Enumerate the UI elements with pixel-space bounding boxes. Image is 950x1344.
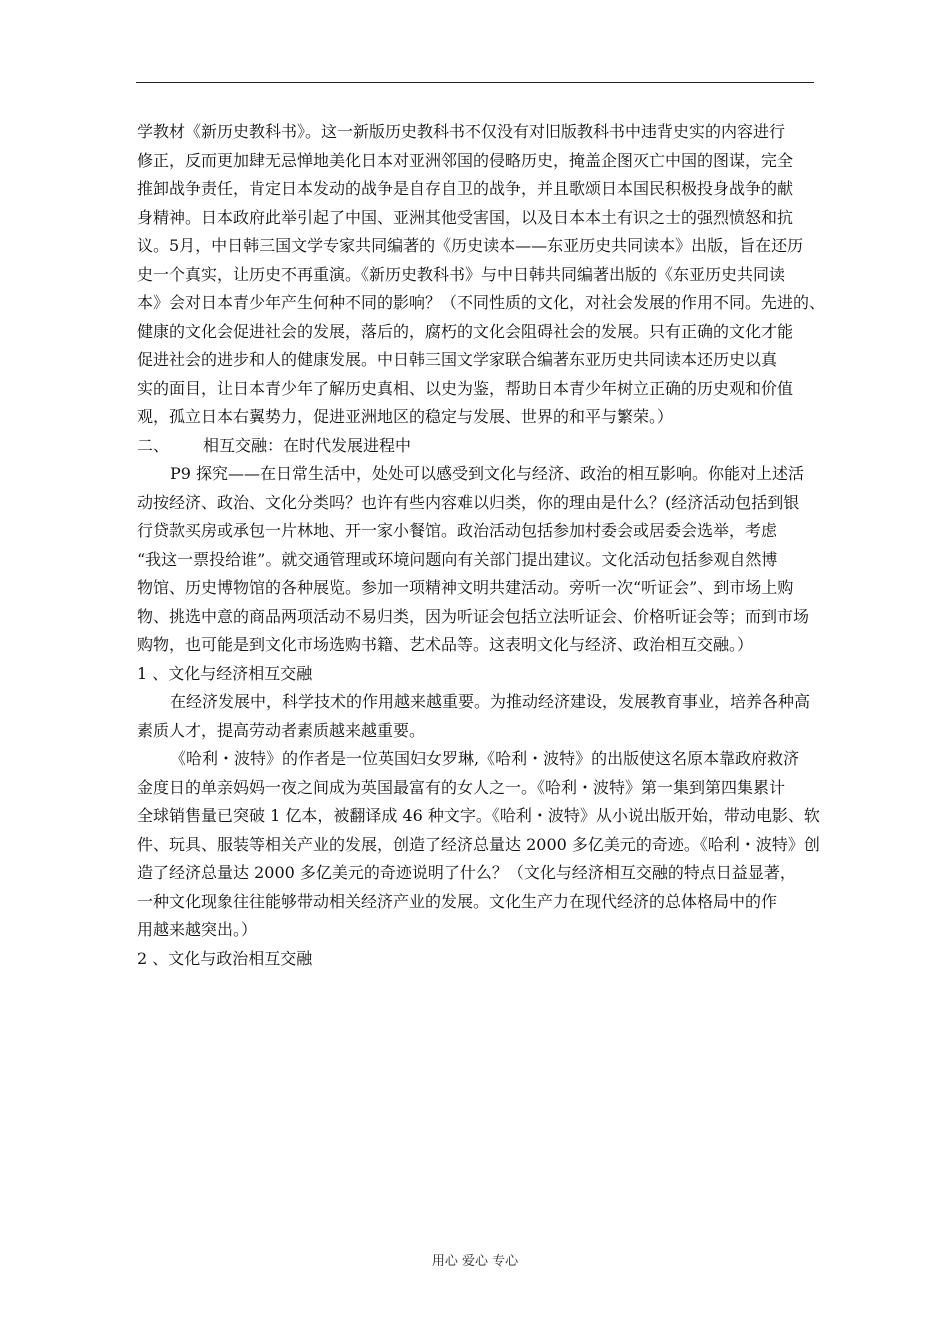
text-line: 物馆、历史博物馆的各种展览。参加一项精神文明共建活动。旁听一次“听证会”、到市场上购 bbox=[137, 578, 794, 597]
section-number: 二、 bbox=[137, 435, 170, 455]
text-line: 议。5月，中日韩三国文学专家共同编著的《历史读本——东亚历史共同读本》出版，旨在还历 bbox=[137, 236, 804, 255]
text-line: 素质人才，提高劳动者素质越来越重要。 bbox=[137, 720, 426, 740]
text-line: 推卸战争责任，肯定日本发动的战争是自存自卫的战争，并且歌颂日本国民积极投身战争的献 bbox=[137, 179, 794, 198]
text-line: 件、玩具、服装等相关产业的发展，创造了经济总量达 2000 多亿美元的奇迹。《哈利・波特》创 bbox=[137, 834, 820, 854]
text-line: 观，孤立日本右翼势力，促进亚洲地区的稳定与发展、世界的和平与繁荣。） bbox=[137, 407, 674, 426]
text-line: 修正，反而更加肆无忌惮地美化日本对亚洲邻国的侵略历史，掩盖企图灭亡中国的图谋，完全 bbox=[137, 150, 794, 170]
text-line: 《哈利・波特》的作者是一位英国妇女罗琳,《哈利・波特》的出版使这名原本靠政府救济 bbox=[170, 749, 800, 768]
text-line: 金度日的单亲妈妈一夜之间成为英国最富有的女人之一。《哈利・波特》第一集到第四集累计 bbox=[137, 777, 786, 797]
text-line: 实的面目，让日本青少年了解历史真相、以史为鉴，帮助日本青少年树立正确的历史观和价值 bbox=[137, 378, 794, 398]
subheading-culture-economy: 1 、文化与经济相互交融 bbox=[137, 663, 313, 683]
document-body bbox=[137, 118, 826, 973]
text-line: 史一个真实，让历史不再重演。《新历史教科书》与中日韩共同编著出版的《东亚历史共同读 bbox=[137, 264, 786, 284]
text-line: 用越来越突出。） bbox=[137, 920, 258, 939]
section-title: 相互交融：在时代发展进程中 bbox=[203, 435, 412, 455]
text-line: 动按经济、政治、文化分类吗？也许有些内容难以归类，你的理由是什么？(经济活动包括到银 bbox=[137, 492, 800, 512]
text-line: 在经济发展中，科学技术的作用越来越重要。为推动经济建设，发展教育事业，培养各种高 bbox=[170, 692, 811, 711]
text-line: 全球销售量已突破 1 亿本，被翻译成 46 种文字。《哈利・波特》从小说出版开始，带动电影、软 bbox=[137, 806, 820, 825]
text-line: “我这一票投给谁”。就交通管理或环境问题向有关部门提出建议。文化活动包括参观自然博 bbox=[137, 549, 778, 569]
text-line: 造了经济总量达 2000 多亿美元的奇迹说明了什么？（文化与经济相互交融的特点日益显著， bbox=[137, 863, 796, 882]
text-line: 物、挑选中意的商品两项活动不易归类，因为听证会包括立法听证会、价格听证会等；而到市场 bbox=[137, 606, 810, 626]
subheading-culture-politics: 2 、文化与政治相互交融 bbox=[137, 948, 313, 968]
paragraph-economy bbox=[137, 688, 817, 745]
paragraph-textbook bbox=[137, 118, 826, 432]
text-line: 健康的文化会促进社会的发展，落后的，腐朽的文化会阻碍社会的发展。只有正确的文化才能 bbox=[137, 321, 794, 341]
text-line: 本》会对日本青少年产生何种不同的影响？（不同性质的文化，对社会发展的作用不同。先进的、 bbox=[137, 293, 826, 312]
text-line: 促进社会的进步和人的健康发展。中日韩三国文学家联合编著东亚历史共同读本还历史以真 bbox=[137, 350, 778, 369]
text-line: 行贷款买房或承包一片林地、开一家小餐馆。政治活动包括参加村委会或居委会选举，考虑 bbox=[137, 521, 778, 540]
header-rule bbox=[136, 82, 814, 83]
text-line: P9 探究——在日常生活中，处处可以感受到文化与经济、政治的相互影响。你能对上述活 bbox=[170, 464, 805, 483]
text-line: 购物，也可能是到文化市场选购书籍、艺术品等。这表明文化与经济、政治相互交融。） bbox=[137, 635, 754, 654]
section-heading bbox=[137, 432, 817, 461]
paragraph-p9-inquiry bbox=[137, 460, 817, 660]
page-footer: 用心 爱心 专心 bbox=[431, 1254, 519, 1269]
text-line: 一种文化现象往往能够带动相关经济产业的发展。文化生产力在现代经济的总体格局中的作 bbox=[137, 891, 778, 911]
text-line: 学教材《新历史教科书》。这一新版历史教科书不仅没有对旧版教科书中违背史实的内容进行 bbox=[137, 122, 786, 141]
text-line: 身精神。日本政府此举引起了中国、亚洲其他受害国，以及日本本土有识之士的强烈愤怒和抗 bbox=[137, 207, 794, 227]
paragraph-harry-potter bbox=[137, 745, 820, 945]
